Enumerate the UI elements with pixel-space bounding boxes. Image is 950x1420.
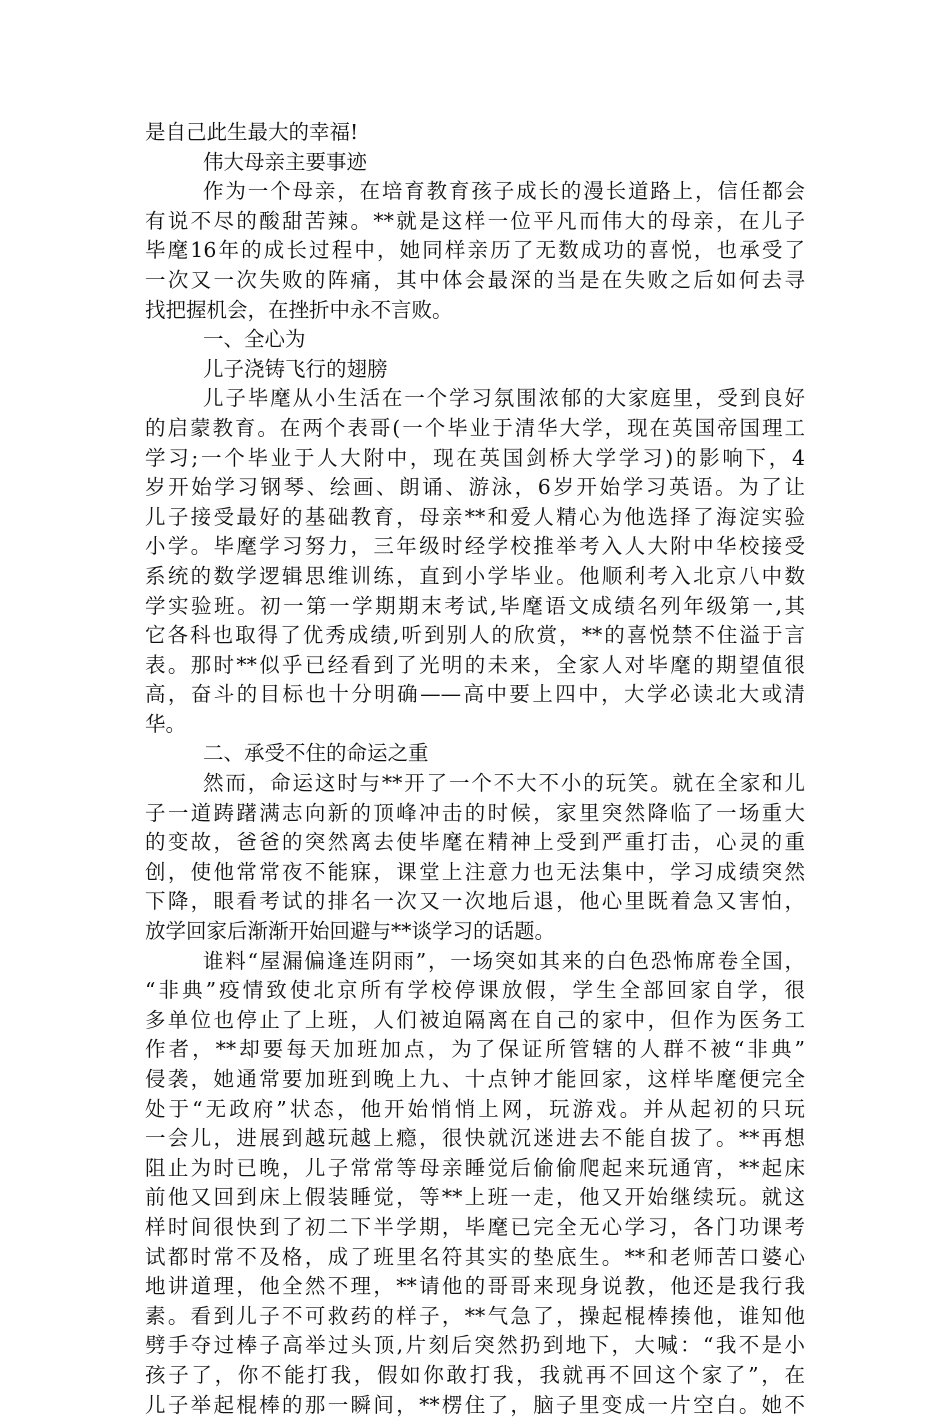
text-line: 多单位也停止了上班，人们被迫隔离在自己的家中，但作为医务工 — [145, 1007, 805, 1032]
text-line: 创，使他常常夜不能寐，课堂上注意力也无法集中，学习成绩突然 — [145, 859, 805, 884]
text-line: 样时间很快到了初二下半学期，毕麾已完全无心学习，各门功课考 — [145, 1214, 805, 1239]
text-line: 一、全心为 — [203, 327, 306, 352]
text-line: 高，奋斗的目标也十分明确——高中要上四中，大学必读北大或清 — [145, 682, 805, 707]
text-line: 然而，命运这时与**开了一个不大不小的玩笑。就在全家和儿 — [203, 771, 805, 796]
text-line: 放学回家后渐渐开始回避与**谈学习的话题。 — [145, 919, 555, 944]
text-line: “非典”疫情致使北京所有学校停课放假，学生全部回家自学，很 — [145, 978, 805, 1003]
text-line: 劈手夺过棒子高举过头顶,片刻后突然扔到地下，大喊：“我不是小 — [145, 1333, 805, 1358]
text-line: 找把握机会，在挫折中永不言败。 — [145, 297, 453, 322]
text-line: 一次又一次失败的阵痛，其中体会最深的当是在失败之后如何去寻 — [145, 267, 805, 292]
text-line: 的变故，爸爸的突然离去使毕麾在精神上受到严重打击，心灵的重 — [145, 830, 805, 855]
text-line: 有说不尽的酸甜苦辣。**就是这样一位平凡而伟大的母亲，在儿子 — [145, 208, 805, 233]
text-line: 侵袭，她通常要加班到晚上九、十点钟才能回家，这样毕麾便完全 — [145, 1067, 805, 1091]
text-line: 素。看到儿子不可救药的样子，**气急了，操起棍棒揍他，谁知他 — [145, 1303, 805, 1328]
text-line: 系统的数学逻辑思维训练，直到小学毕业。他顺利考入北京八中数 — [145, 563, 805, 588]
text-line: 试都时常不及格，成了班里名符其实的垫底生。**和老师苦口婆心 — [145, 1244, 805, 1269]
text-line: 二、承受不住的命运之重 — [203, 741, 429, 766]
document-page — [145, 118, 805, 1420]
text-line: 一会儿，进展到越玩越上瘾，很快就沉迷进去不能自拔了。**再想 — [145, 1126, 805, 1151]
text-line: 的启蒙教育。在两个表哥(一个毕业于清华大学，现在英国帝国理工 — [145, 415, 805, 440]
text-line: 儿子浇铸飞行的翅膀 — [203, 356, 388, 381]
text-line: 毕麾16年的成长过程中，她同样亲历了无数成功的喜悦，也承受了 — [145, 238, 805, 263]
text-line: 谁料“屋漏偏逢连阴雨”，一场突如其来的白色恐怖席卷全国， — [203, 948, 805, 973]
text-line: 是自己此生最大的幸福! — [145, 120, 359, 144]
text-line: 儿子接受最好的基础教育，母亲**和爱人精心为他选择了海淀实验 — [145, 504, 805, 529]
text-line: 孩子了，你不能打我，假如你敢打我，我就再不回这个家了”，在 — [145, 1362, 805, 1387]
text-line: 子一道踌躇满志向新的顶峰冲击的时候，家里突然降临了一场重大 — [145, 800, 805, 825]
text-line: 阻止为时已晚，儿子常常等母亲睡觉后偷偷爬起来玩通宵，**起床 — [145, 1155, 805, 1180]
text-line: 处于“无政府”状态，他开始悄悄上网，玩游戏。并从起初的只玩 — [145, 1096, 805, 1121]
text-line: 伟大母亲主要事迹 — [203, 149, 367, 174]
text-line: 学实验班。初一第一学期期末考试,毕麾语文成绩名列年级第一,其 — [145, 593, 805, 618]
text-line: 下降，眼看考试的排名一次又一次地后退，他心里既着急又害怕， — [145, 889, 805, 914]
text-line: 儿子举起棍棒的那一瞬间，**楞住了，脑子里变成一片空白。她不 — [145, 1392, 805, 1417]
text-line: 地讲道理，他全然不理，**请他的哥哥来现身说教，他还是我行我 — [145, 1274, 805, 1299]
text-line: 儿子毕麾从小生活在一个学习氛围浓郁的大家庭里，受到良好 — [203, 386, 805, 411]
text-line: 华。 — [145, 711, 186, 736]
text-line: 它各科也取得了优秀成绩,听到别人的欣赏，**的喜悦禁不住溢于言 — [145, 623, 805, 648]
text-line: 作为一个母亲，在培育教育孩子成长的漫长道路上，信任都会 — [203, 179, 805, 204]
text-line: 学习;一个毕业于人大附中，现在英国剑桥大学学习)的影响下，4 — [145, 445, 805, 470]
text-line: 表。那时**似乎已经看到了光明的未来，全家人对毕麾的期望值很 — [145, 652, 805, 677]
text-line: 岁开始学习钢琴、绘画、朗诵、游泳，6岁开始学习英语。为了让 — [145, 475, 805, 500]
text-line: 小学。毕麾学习努力，三年级时经学校推举考入人大附中华校接受 — [145, 534, 805, 559]
text-line: 前他又回到床上假装睡觉，等**上班一走，他又开始继续玩。就这 — [145, 1185, 805, 1210]
text-line: 作者，**却要每天加班加点，为了保证所管辖的人群不被“非典” — [145, 1037, 805, 1062]
